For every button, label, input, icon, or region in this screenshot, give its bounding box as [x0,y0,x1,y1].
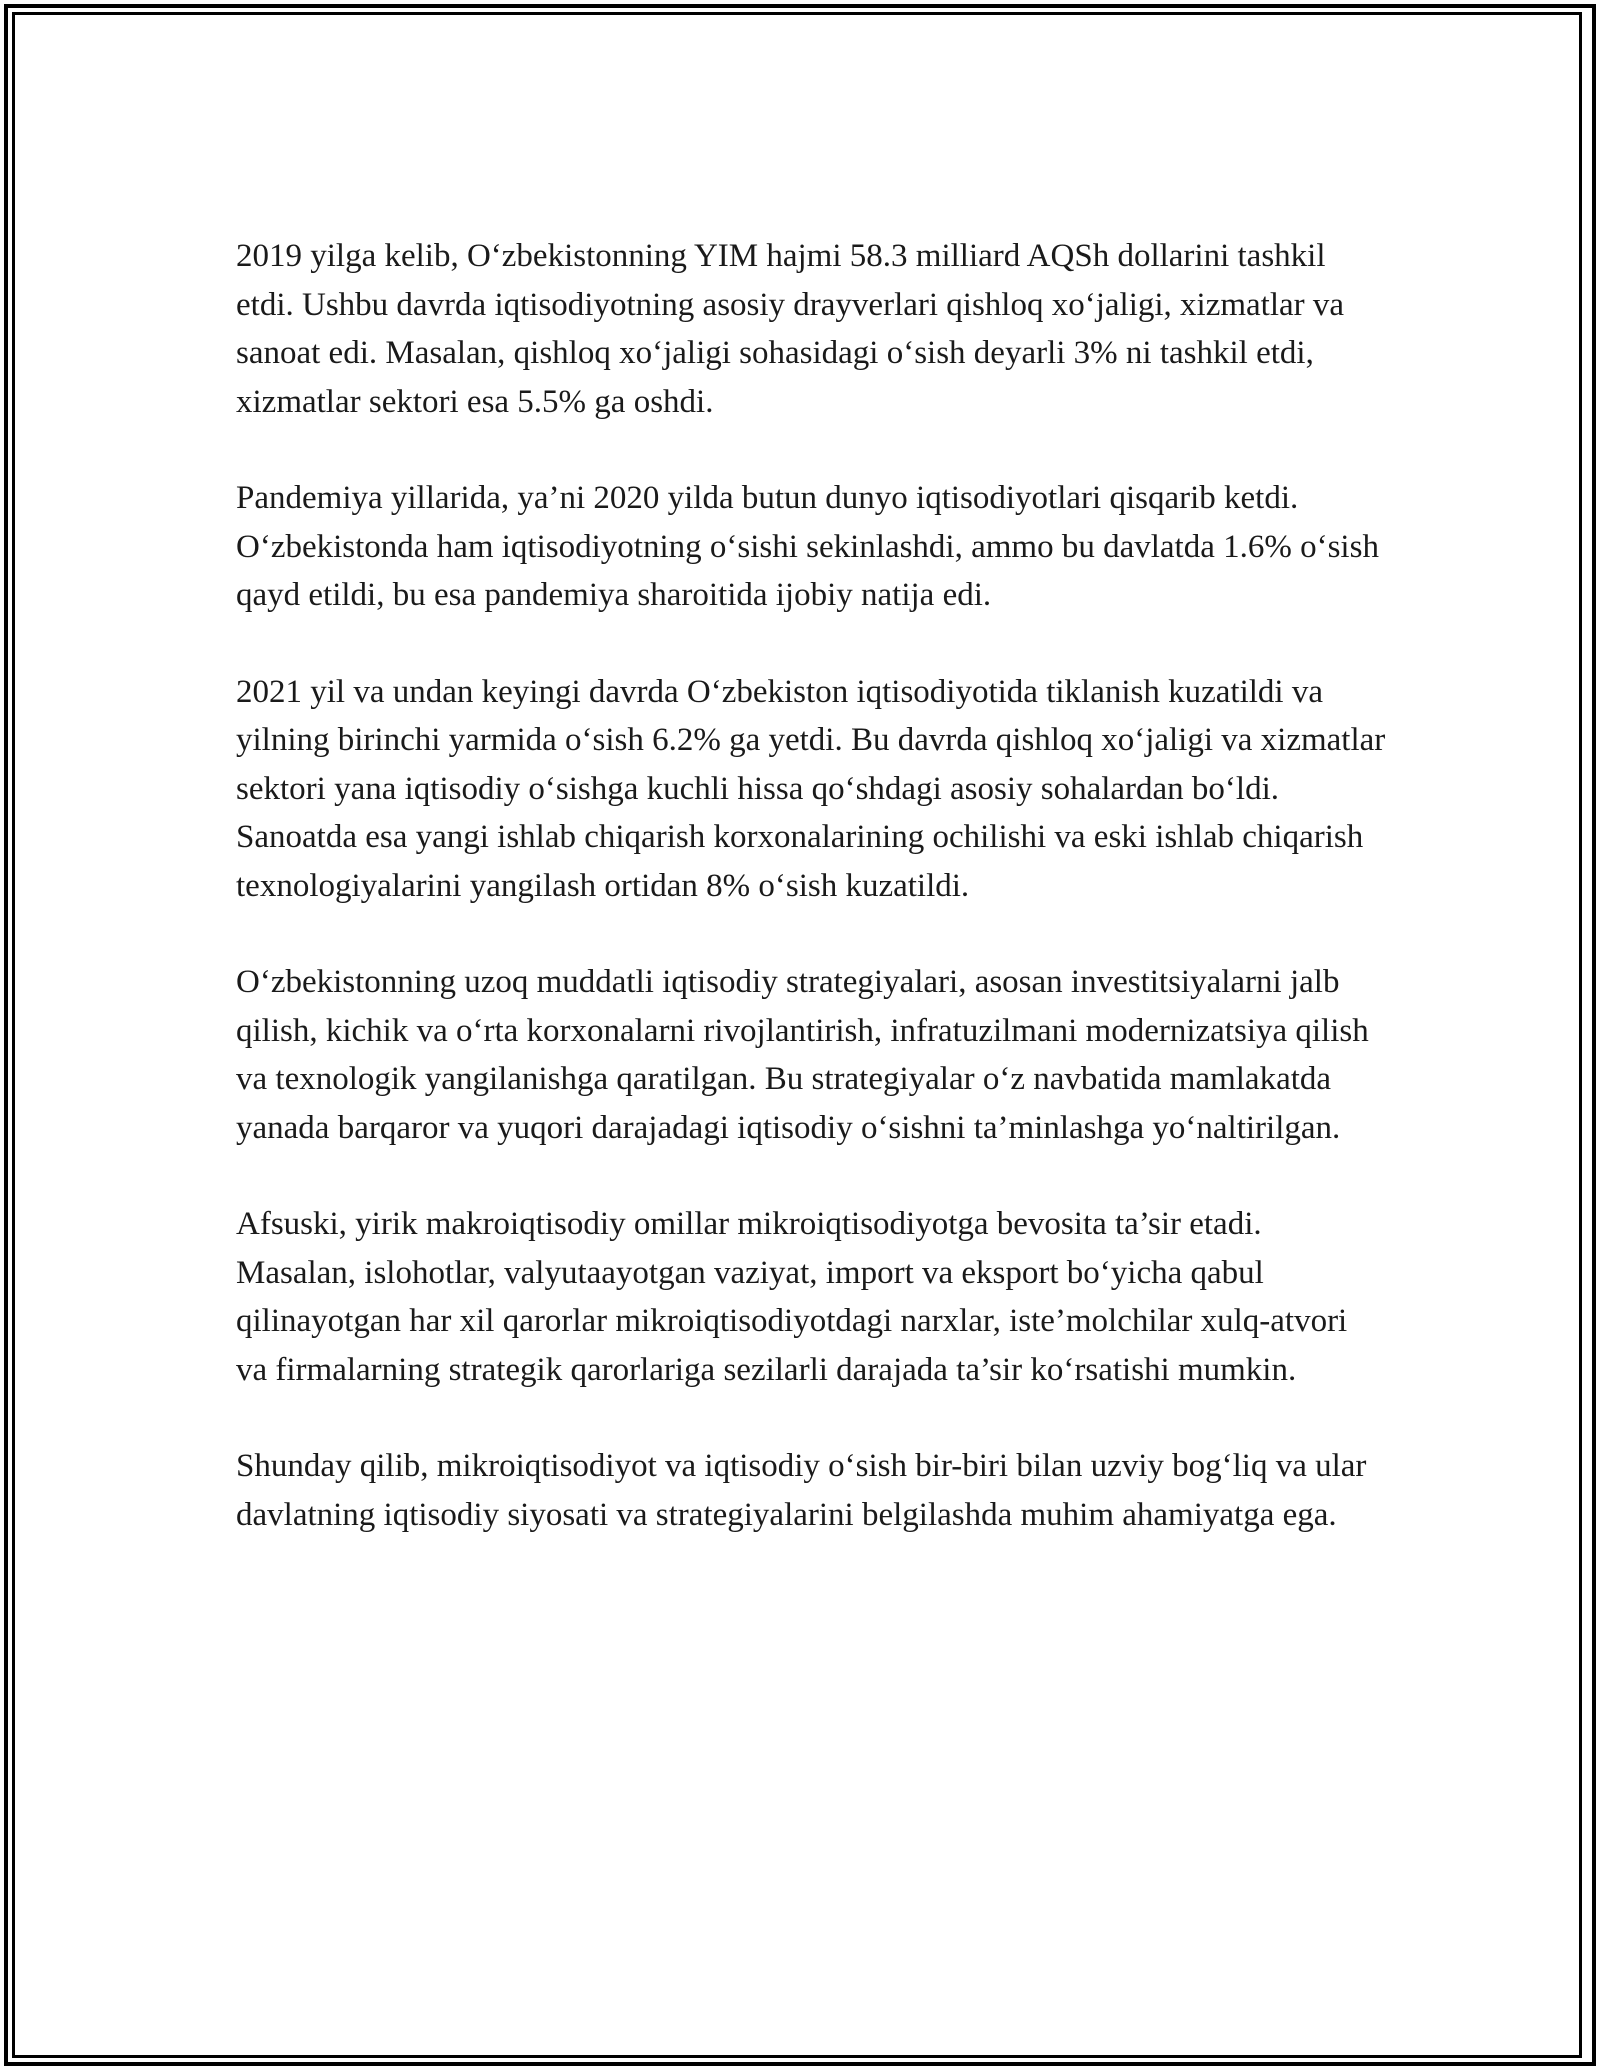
paragraph-pandemic-2020: Pandemiya yillarida, ya’ni 2020 yilda butun dunyo iqtisodiyotlari qisqarib ketdi. O‘zbekistonda ham iqtisodiyotning o‘sishi sekinlashdi, ammo bu davlatda 1.6% o‘sish qayd etildi, bu esa pandemiya sharoitida ijobiy natija edi. [236,480,1379,613]
paragraph-long-term-strategy: O‘zbekistonning uzoq muddatli iqtisodiy strategiyalari, asosan investitsiyalarni jalb qilish, kichik va o‘rta korxonalarni rivojlantirish, infratuzilmani modernizatsiya qilish va texnologik yangilanishga qaratilgan. Bu strategiyalar o‘z navbatida mamlakatda yanada barqaror va yuqori darajadagi iqtisodiy o‘sishni ta’minlashga yo‘naltirilgan. [236,964,1369,1146]
paragraph-recovery-2021: 2021 yil va undan keyingi davrda O‘zbekiston iqtisodiyotida tiklanish kuzatildi va yilning birinchi yarmida o‘sish 6.2% ga yetdi. Bu davrda qishloq xo‘jaligi va xizmatlar sektori yana iqtisodiy o‘sishga kuchli hissa qo‘shdagi asosiy sohalardan bo‘ldi. Sanoatda esa yangi ishlab chiqarish korxonalarining ochilishi va eski ishlab chiqarish texnologiyalarini yangilash ortidan 8% o‘sish kuzatildi. [236,673,1386,904]
document-body [236,232,1386,1587]
paragraph-macro-factors: Afsuski, yirik makroiqtisodiy omillar mikroiqtisodiyotga bevosita ta’sir etadi. Masalan, islohotlar, valyutaayotgan vaziyat, import va eksport bo‘yicha qabul qilinayotgan har xil qarorlar mikroiqtisodiyotdagi narxlar, iste’molchilar xulq-atvori va firmalarning strategik qarorlariga sezilarli darajada ta’sir ko‘rsatishi mumkin. [236,1206,1348,1388]
paragraph-gdp-2019: 2019 yilga kelib, O‘zbekistonning YIM hajmi 58.3 milliard AQSh dollarini tashkil etdi. Ushbu davrda iqtisodiyotning asosiy drayverlari qishloq xo‘jaligi, xizmatlar va sanoat edi. Masalan, qishloq xo‘jaligi sohasidagi o‘sish deyarli 3% ni tashkil etdi, xizmatlar sektori esa 5.5% ga oshdi. [236,238,1345,420]
paragraph-conclusion: Shunday qilib, mikroiqtisodiyot va iqtisodiy o‘sish bir-biri bilan uzviy bog‘liq va ular davlatning iqtisodiy siyosati va strategiyalarini belgilashda muhim ahamiyatga ega. [236,1448,1367,1533]
